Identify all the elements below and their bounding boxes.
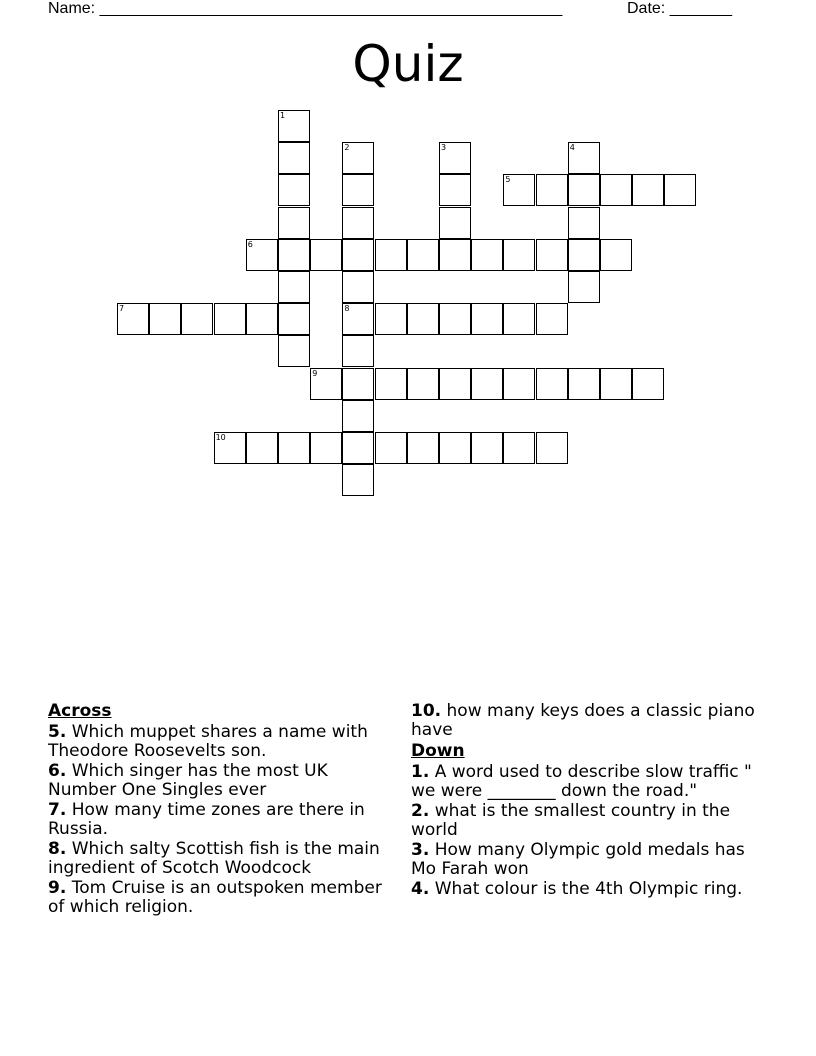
grid-cell[interactable]: [407, 239, 439, 271]
grid-cell[interactable]: [503, 432, 535, 464]
grid-cell[interactable]: [536, 174, 568, 206]
cell-number: 10: [215, 433, 226, 442]
grid-cell[interactable]: [439, 207, 471, 239]
cell-number: 5: [505, 175, 511, 185]
name-field[interactable]: Name: ____________________________________________________: [48, 0, 563, 17]
clue-text: How many time zones are there in Russia.: [48, 800, 365, 839]
grid-cell[interactable]: [342, 432, 374, 464]
grid-cell[interactable]: [439, 239, 471, 271]
clue-down-1: [411, 763, 761, 801]
grid-cell[interactable]: [246, 239, 278, 271]
clue-text: Tom Cruise is an outspoken member of which religion.: [48, 878, 382, 917]
grid-cell[interactable]: [214, 303, 246, 335]
grid-cell[interactable]: [568, 142, 600, 174]
grid-cell[interactable]: [439, 303, 471, 335]
clue-text: What colour is the 4th Olympic ring.: [434, 879, 743, 899]
grid-cell[interactable]: [632, 368, 664, 400]
grid-cell[interactable]: [600, 368, 632, 400]
grid-cell[interactable]: [536, 239, 568, 271]
grid-cell[interactable]: [471, 239, 503, 271]
clue-number: 3.: [411, 840, 430, 860]
grid-cell[interactable]: [117, 303, 149, 335]
grid-cell[interactable]: [407, 432, 439, 464]
grid-cell[interactable]: [568, 368, 600, 400]
grid-cell[interactable]: [439, 142, 471, 174]
clue-text: How many Olympic gold medals has Mo Farah won: [411, 840, 745, 879]
grid-cell[interactable]: [342, 271, 374, 303]
grid-cell[interactable]: [342, 303, 374, 335]
clue-across-10: [411, 702, 761, 740]
cell-number: 2: [344, 143, 350, 153]
grid-cell[interactable]: [407, 303, 439, 335]
clue-number: 6.: [48, 761, 67, 781]
grid-cell[interactable]: [375, 303, 407, 335]
cell-number: 9: [312, 368, 318, 378]
clue-text: Which muppet shares a name with Theodore Roosevelts son.: [48, 722, 368, 761]
clue-number: 2.: [411, 801, 430, 821]
grid-cell[interactable]: [342, 142, 374, 174]
grid-cell[interactable]: [568, 271, 600, 303]
grid-cell[interactable]: [342, 368, 374, 400]
clue-text: what is the smallest country in the world: [411, 801, 731, 840]
clue-text: Which salty Scottish fish is the main ingredient of Scotch Woodcock: [48, 839, 380, 878]
cell-number: 6: [247, 239, 253, 249]
grid-cell[interactable]: [632, 174, 664, 206]
cell-number: 8: [344, 304, 350, 314]
clue-across-5: [48, 723, 393, 761]
cell-number: 1: [280, 111, 286, 120]
clue-number: 5.: [48, 722, 67, 742]
grid-cell[interactable]: [664, 174, 696, 206]
grid-cell[interactable]: [278, 432, 310, 464]
grid-cell[interactable]: [568, 207, 600, 239]
grid-cell[interactable]: [536, 303, 568, 335]
grid-cell[interactable]: [278, 239, 310, 271]
grid-cell[interactable]: [471, 368, 503, 400]
cell-number: 4: [569, 143, 575, 153]
grid-cell[interactable]: [600, 174, 632, 206]
grid-cell[interactable]: [149, 303, 181, 335]
grid-cell[interactable]: [439, 432, 471, 464]
clue-number: 1.: [411, 762, 430, 782]
clue-across-9: [48, 879, 393, 917]
grid-cell[interactable]: [278, 271, 310, 303]
grid-cell[interactable]: [471, 432, 503, 464]
grid-cell[interactable]: [278, 335, 310, 367]
grid-cell[interactable]: [375, 368, 407, 400]
grid-cell[interactable]: [342, 207, 374, 239]
clue-text: Which singer has the most UK Number One Singles ever: [48, 761, 328, 800]
grid-cell[interactable]: [375, 239, 407, 271]
clue-text: A word used to describe slow traffic " we were ________ down the road.": [411, 762, 752, 801]
clue-text: how many keys does a classic piano have: [411, 701, 755, 740]
clue-number: 7.: [48, 800, 67, 820]
grid-cell[interactable]: [310, 239, 342, 271]
grid-cell[interactable]: [342, 464, 374, 496]
grid-cell[interactable]: [278, 303, 310, 335]
grid-cell[interactable]: [278, 174, 310, 206]
clue-number: 9.: [48, 878, 67, 898]
grid-cell[interactable]: [536, 368, 568, 400]
clue-down-3: [411, 841, 761, 879]
grid-cell[interactable]: [342, 239, 374, 271]
across-heading: Across: [48, 701, 112, 721]
grid-cell[interactable]: [568, 174, 600, 206]
grid-cell[interactable]: [214, 432, 246, 464]
grid-cell[interactable]: [503, 368, 535, 400]
clues-left-column: [48, 700, 393, 918]
cell-number: 3: [441, 143, 447, 153]
down-heading: Down: [411, 741, 465, 761]
clue-number: 4.: [411, 879, 430, 899]
clue-down-2: [411, 802, 761, 840]
grid-cell[interactable]: [278, 110, 310, 142]
grid-cell[interactable]: [503, 239, 535, 271]
grid-cell[interactable]: [439, 368, 471, 400]
grid-cell[interactable]: [342, 335, 374, 367]
grid-cell[interactable]: [536, 432, 568, 464]
grid-cell[interactable]: [503, 174, 535, 206]
crossword-grid: [0, 0, 816, 520]
cell-number: 7: [119, 304, 125, 314]
grid-cell[interactable]: [471, 303, 503, 335]
grid-cell[interactable]: [246, 303, 278, 335]
grid-cell[interactable]: [503, 303, 535, 335]
grid-cell[interactable]: [310, 432, 342, 464]
grid-cell[interactable]: [342, 174, 374, 206]
grid-cell[interactable]: [600, 239, 632, 271]
grid-cell[interactable]: [278, 207, 310, 239]
grid-cell[interactable]: [342, 400, 374, 432]
clue-across-7: [48, 801, 393, 839]
grid-cell[interactable]: [439, 174, 471, 206]
date-field[interactable]: Date: _______: [627, 0, 732, 17]
page-title: Quiz: [352, 35, 464, 93]
grid-cell[interactable]: [568, 239, 600, 271]
clue-across-6: [48, 762, 393, 800]
grid-cell[interactable]: [310, 368, 342, 400]
clue-number: 10.: [411, 701, 442, 721]
clue-number: 8.: [48, 839, 67, 859]
grid-cell[interactable]: [246, 432, 278, 464]
clue-down-4: [411, 880, 761, 899]
grid-cell[interactable]: [375, 432, 407, 464]
grid-cell[interactable]: [278, 142, 310, 174]
clues-right-column: [411, 700, 761, 900]
grid-cell[interactable]: [181, 303, 213, 335]
grid-cell[interactable]: [407, 368, 439, 400]
clue-across-8: [48, 840, 393, 878]
